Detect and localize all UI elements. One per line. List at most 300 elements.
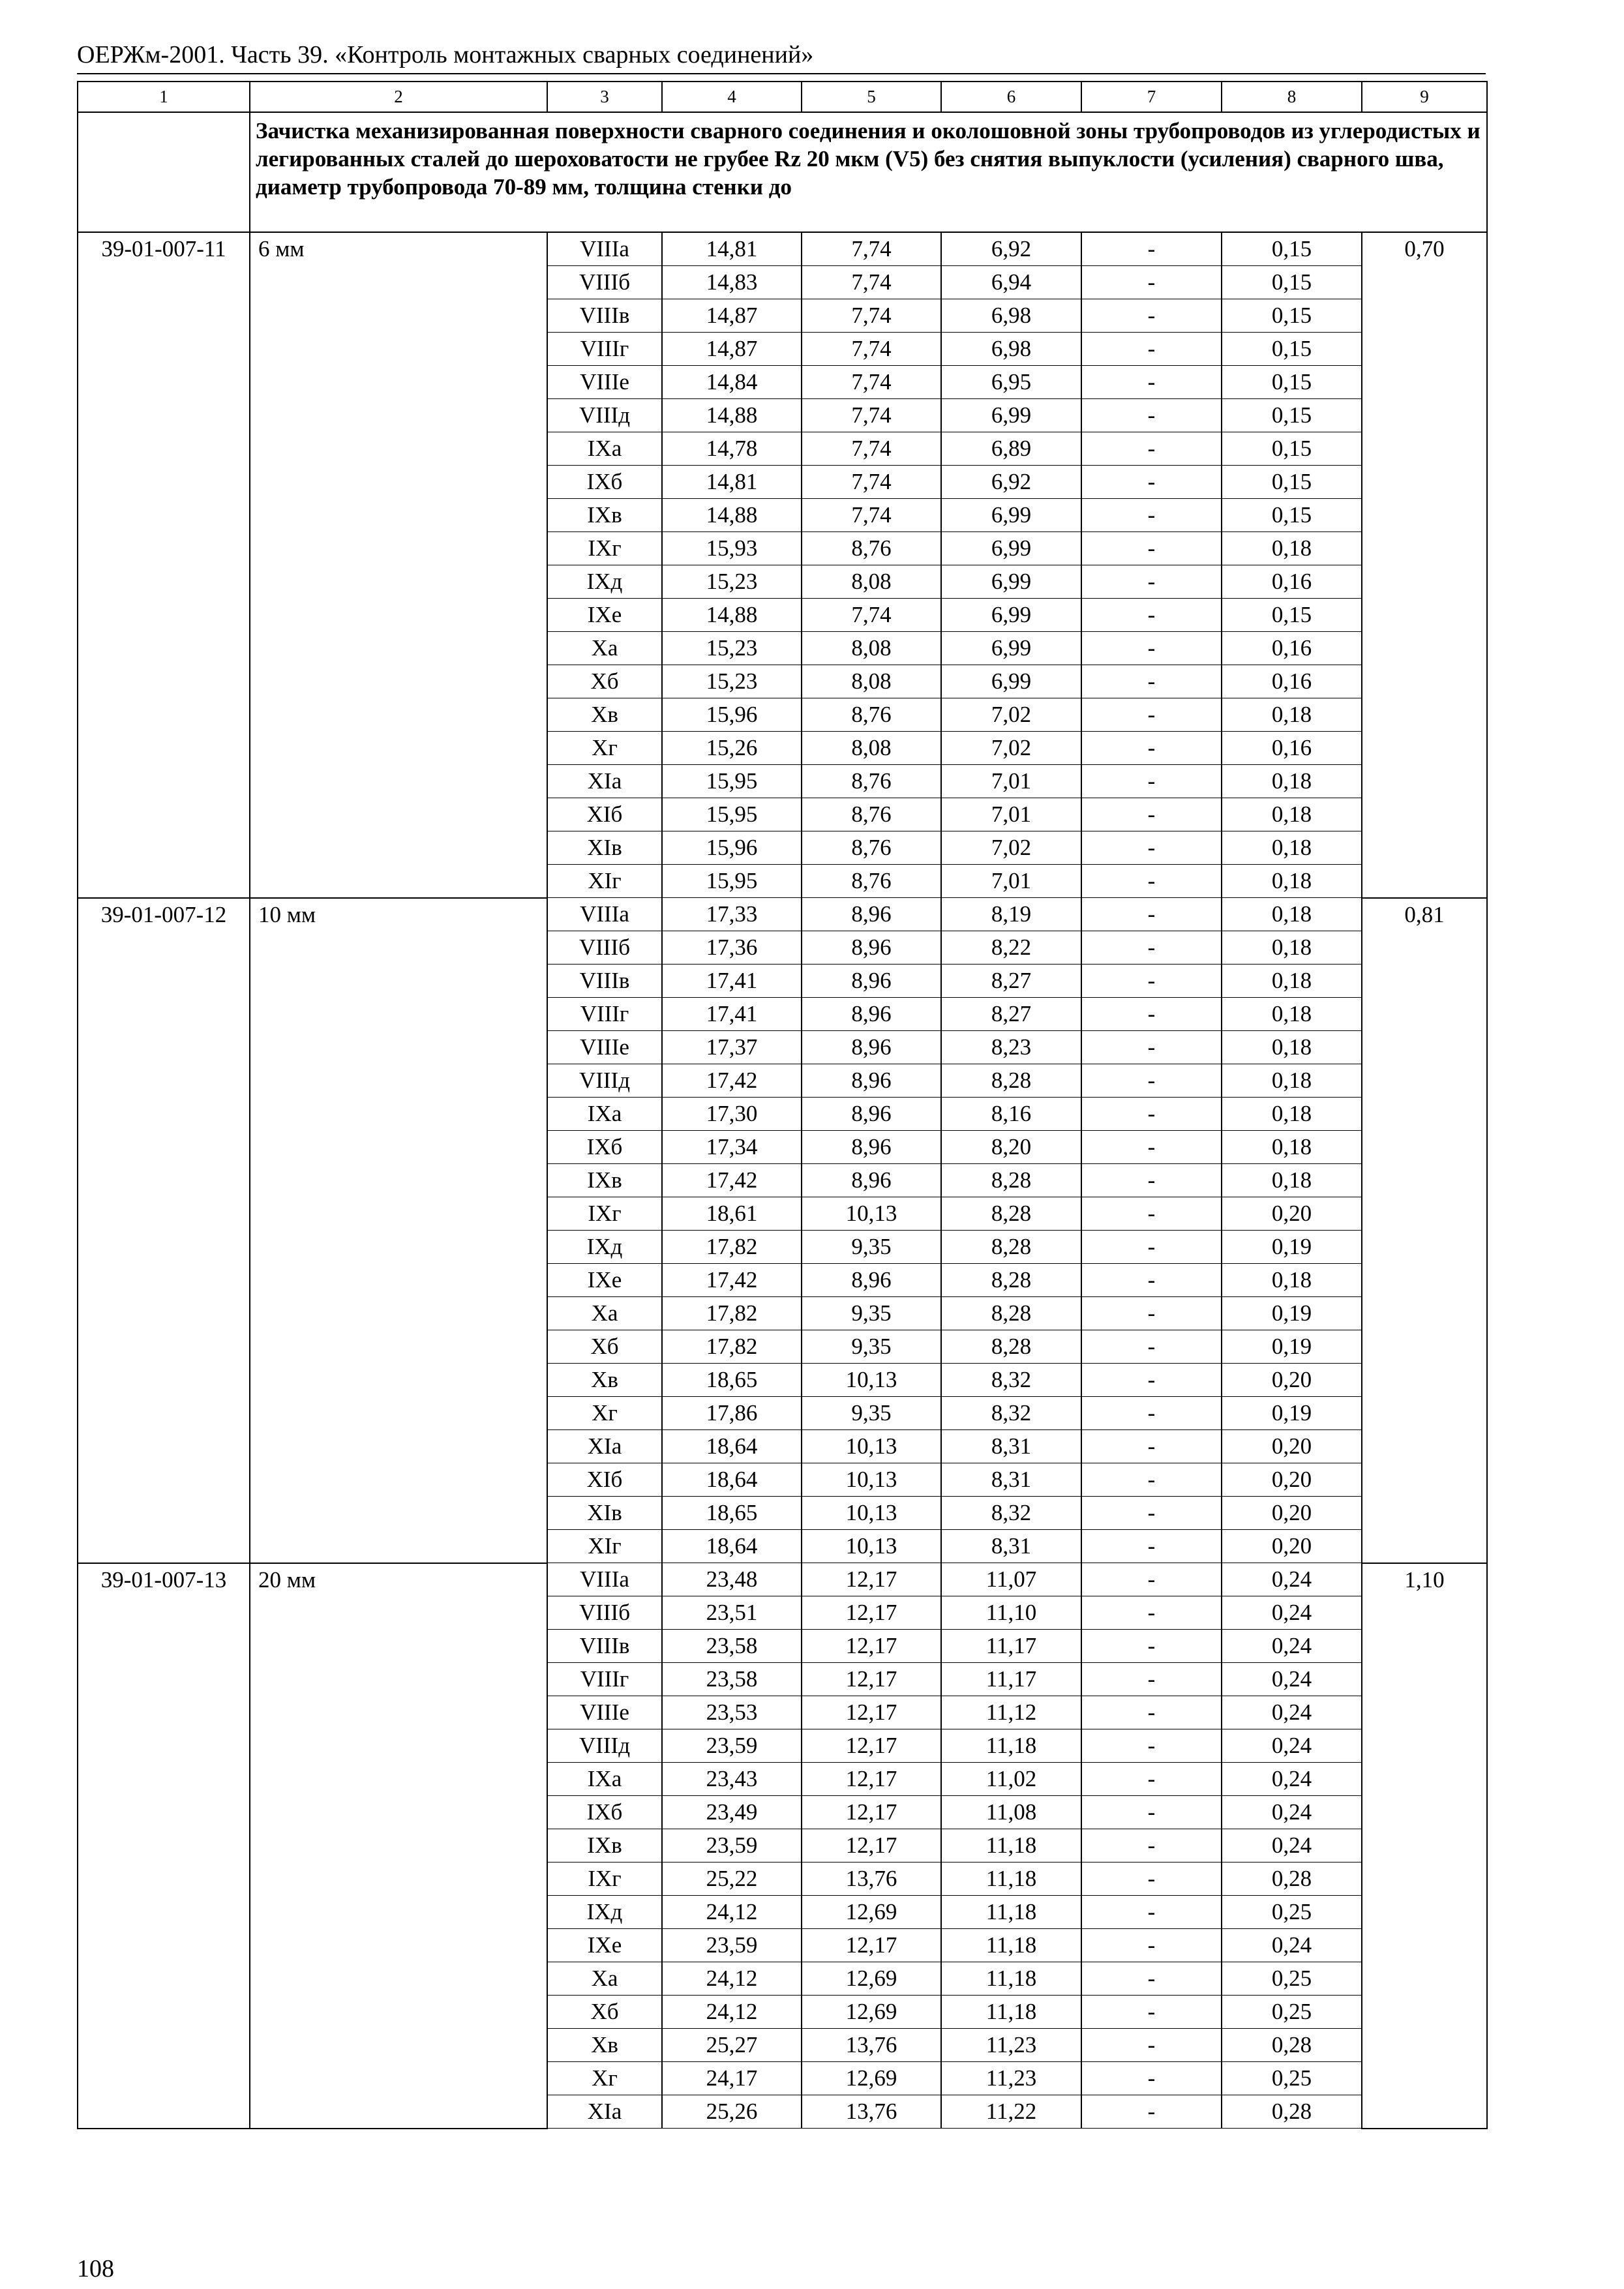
table-cell: 7,74 [802,466,941,499]
table-cell: 15,95 [662,798,802,831]
table-cell: 11,12 [941,1696,1081,1729]
table-cell: 23,51 [662,1596,802,1630]
table-cell: VIIIд [547,399,662,432]
table-cell: 7,01 [941,798,1081,831]
table-cell: 14,88 [662,599,802,632]
table-cell: - [1081,865,1222,898]
table-cell: Xа [547,1297,662,1330]
table-cell: 7,02 [941,831,1081,865]
table-cell: - [1081,599,1222,632]
table-cell: 8,28 [941,1330,1081,1364]
table-cell: 0,18 [1222,698,1362,732]
table-cell: 7,74 [802,333,941,366]
table-cell: 12,69 [802,1962,941,1996]
table-cell: 11,18 [941,1863,1081,1896]
table-cell: 7,74 [802,266,941,299]
table-cell: VIIIа [547,232,662,266]
table-cell: IXд [547,1896,662,1929]
section-description-row [78,112,1487,232]
table-cell: XIб [547,798,662,831]
table-cell: VIIIг [547,998,662,1031]
table-cell: XIб [547,1463,662,1497]
table-cell: 18,65 [662,1497,802,1530]
table-cell: 0,18 [1222,1031,1362,1064]
table-cell: 8,16 [941,1098,1081,1131]
table-cell: 11,18 [941,1962,1081,1996]
table-cell: 23,59 [662,1729,802,1763]
table-cell: IXа [547,432,662,466]
table-cell: 11,18 [941,1929,1081,1962]
column-number-cell: 8 [1222,82,1362,112]
table-cell: 0,20 [1222,1197,1362,1231]
table-cell: 7,74 [802,366,941,399]
table-cell: XIв [547,831,662,865]
table-cell: - [1081,1896,1222,1929]
table-cell: 0,19 [1222,1231,1362,1264]
table-cell: - [1081,2062,1222,2095]
table-cell: IXа [547,1098,662,1131]
table-cell: 12,69 [802,2062,941,2095]
table-cell: 11,18 [941,1829,1081,1863]
table-row [78,232,1487,266]
table-cell: 6,92 [941,232,1081,266]
table-cell: 8,76 [802,532,941,565]
table-cell: - [1081,1098,1222,1131]
table-cell: - [1081,998,1222,1031]
rate-code: 39-01-007-12 [78,898,250,1563]
table-cell: 15,96 [662,831,802,865]
table-cell: 23,58 [662,1630,802,1663]
table-cell: - [1081,1064,1222,1098]
table-cell: 6,95 [941,366,1081,399]
table-cell: 8,96 [802,998,941,1031]
table-cell: 0,28 [1222,2029,1362,2062]
table-cell: 0,18 [1222,765,1362,798]
table-cell: - [1081,1031,1222,1064]
table-cell: 8,27 [941,965,1081,998]
table-cell: IXв [547,1829,662,1863]
page-header-title: ОЕРЖм-2001. Часть 39. «Контроль монтажных сварных соединений» [77,41,814,68]
table-cell: 8,76 [802,765,941,798]
table-cell: 0,15 [1222,366,1362,399]
table-cell: 7,74 [802,399,941,432]
table-cell: IXв [547,499,662,532]
table-cell: 6,99 [941,532,1081,565]
table-cell: 8,20 [941,1131,1081,1164]
table-cell: 13,76 [802,1863,941,1896]
table-cell: 9,35 [802,1297,941,1330]
table-cell: 15,95 [662,865,802,898]
table-cell: 0,20 [1222,1463,1362,1497]
header-rule [77,73,1486,74]
table-cell: 7,74 [802,299,941,333]
table-cell: 0,15 [1222,599,1362,632]
table-cell: 18,64 [662,1430,802,1463]
table-cell: 0,18 [1222,1264,1362,1297]
table-cell: - [1081,765,1222,798]
table-cell: - [1081,1763,1222,1796]
table-cell: 8,31 [941,1530,1081,1563]
wall-thickness: 10 мм [250,898,547,1563]
table-cell: IXе [547,599,662,632]
table-cell: - [1081,1530,1222,1563]
table-cell: VIIIв [547,1630,662,1663]
table-cell: 17,42 [662,1164,802,1197]
table-cell: 12,17 [802,1829,941,1863]
table-cell: 8,23 [941,1031,1081,1064]
table-cell: - [1081,1264,1222,1297]
table-cell: 18,65 [662,1364,802,1397]
table-cell: 0,19 [1222,1330,1362,1364]
table-cell: 0,18 [1222,931,1362,965]
table-cell: 17,34 [662,1131,802,1164]
table-cell: - [1081,1996,1222,2029]
table-cell: 8,76 [802,865,941,898]
table-cell: 0,18 [1222,1164,1362,1197]
table-cell: - [1081,1663,1222,1696]
column-9-value: 0,70 [1362,232,1487,898]
table-cell: XIг [547,865,662,898]
table-cell: 17,82 [662,1231,802,1264]
table-cell: 0,24 [1222,1763,1362,1796]
table-cell: - [1081,1463,1222,1497]
rate-code: 39-01-007-11 [78,232,250,898]
table-cell: 8,96 [802,1064,941,1098]
wall-thickness: 20 мм [250,1563,547,2129]
table-cell: 24,12 [662,1962,802,1996]
table-cell: 25,22 [662,1863,802,1896]
table-cell: 8,08 [802,665,941,698]
page-number: 108 [77,2255,114,2282]
table-cell: - [1081,732,1222,765]
table-cell: 7,74 [802,599,941,632]
table-cell: 8,96 [802,1164,941,1197]
table-cell: 8,96 [802,898,941,931]
table-cell: 11,18 [941,1996,1081,2029]
table-cell: 23,59 [662,1829,802,1863]
table-cell: 15,26 [662,732,802,765]
table-cell: 0,15 [1222,499,1362,532]
table-cell: 0,28 [1222,2095,1362,2129]
table-cell: 18,64 [662,1463,802,1497]
table-cell: 15,93 [662,532,802,565]
table-cell: 23,53 [662,1696,802,1729]
table-cell: - [1081,1231,1222,1264]
table-cell: - [1081,965,1222,998]
table-cell: 11,18 [941,1729,1081,1763]
table-cell: 0,18 [1222,1064,1362,1098]
column-9-value: 1,10 [1362,1563,1487,2129]
table-cell: Xб [547,665,662,698]
table-cell: XIв [547,1497,662,1530]
column-number-cell: 5 [802,82,941,112]
table-cell: 12,17 [802,1596,941,1630]
table-cell: - [1081,1497,1222,1530]
table-cell: 0,16 [1222,732,1362,765]
table-cell: XIг [547,1530,662,1563]
table-cell: 8,31 [941,1430,1081,1463]
table-cell: - [1081,499,1222,532]
table-cell: - [1081,2029,1222,2062]
table-cell: 8,96 [802,965,941,998]
empty-cell [78,112,250,232]
table-cell: 6,99 [941,499,1081,532]
table-cell: 12,17 [802,1763,941,1796]
table-cell: IXа [547,1763,662,1796]
table-cell: XIа [547,1430,662,1463]
table-cell: VIIIа [547,898,662,931]
table-cell: 23,58 [662,1663,802,1696]
table-cell: 11,10 [941,1596,1081,1630]
table-cell: 14,84 [662,366,802,399]
table-cell: - [1081,466,1222,499]
table-cell: 0,24 [1222,1929,1362,1962]
table-cell: - [1081,831,1222,865]
table-cell: 17,42 [662,1264,802,1297]
table-cell: 8,08 [802,632,941,665]
table-cell: VIIIг [547,333,662,366]
table-cell: VIIIв [547,299,662,333]
table-cell: 0,24 [1222,1563,1362,1596]
table-cell: 17,82 [662,1297,802,1330]
table-cell: IXб [547,1796,662,1829]
table-cell: Xб [547,1996,662,2029]
table-cell: 11,17 [941,1663,1081,1696]
table-cell: 6,99 [941,565,1081,599]
table-cell: 23,43 [662,1763,802,1796]
table-cell: IXе [547,1264,662,1297]
table-cell: 24,12 [662,1996,802,2029]
table-cell: 8,28 [941,1164,1081,1197]
table-cell: 6,99 [941,665,1081,698]
table-cell: 0,18 [1222,1131,1362,1164]
table-cell: VIIIе [547,1696,662,1729]
table-cell: - [1081,1131,1222,1164]
table-cell: 0,24 [1222,1596,1362,1630]
table-cell: 12,17 [802,1929,941,1962]
table-cell: 0,25 [1222,1962,1362,1996]
table-cell: - [1081,898,1222,931]
table-cell: 0,19 [1222,1297,1362,1330]
table-cell: - [1081,1796,1222,1829]
table-cell: 0,25 [1222,1996,1362,2029]
table-cell: 14,88 [662,499,802,532]
table-cell: 11,18 [941,1896,1081,1929]
table-cell: Xг [547,1397,662,1430]
table-cell: IXе [547,1929,662,1962]
table-cell: 11,08 [941,1796,1081,1829]
table-cell: 17,86 [662,1397,802,1430]
table-cell: - [1081,266,1222,299]
table-cell: 8,32 [941,1397,1081,1430]
table-cell: Xв [547,1364,662,1397]
table-cell: 9,35 [802,1330,941,1364]
table-cell: 0,25 [1222,1896,1362,1929]
table-cell: - [1081,432,1222,466]
column-number-cell: 3 [547,82,662,112]
rates-table [77,81,1488,2129]
table-cell: XIа [547,765,662,798]
rate-code: 39-01-007-13 [78,1563,250,2129]
table-cell: VIIIе [547,1031,662,1064]
section-description: Зачистка механизированная поверхности сварного соединения и околошовной зоны трубопроводов из углеродистых и легированных сталей до шероховатости не грубее Rz 20 мкм (V5) без снятия выпуклости (усиления) сварного шва, диаметр трубопровода 70-89 мм, толщина стенки до [250,112,1487,232]
table-cell: 0,18 [1222,1098,1362,1131]
column-number-cell: 6 [941,82,1081,112]
table-cell: 0,18 [1222,865,1362,898]
table-cell: 25,27 [662,2029,802,2062]
table-cell: VIIIв [547,965,662,998]
table-cell: 17,36 [662,931,802,965]
table-cell: IXб [547,1131,662,1164]
table-cell: Xв [547,2029,662,2062]
table-cell: 0,18 [1222,532,1362,565]
table-cell: - [1081,565,1222,599]
table-cell: - [1081,632,1222,665]
table-cell: VIIIа [547,1563,662,1596]
column-number-cell: 2 [250,82,547,112]
table-cell: 17,33 [662,898,802,931]
table-cell: 6,94 [941,266,1081,299]
table-cell: 6,89 [941,432,1081,466]
table-cell: 0,15 [1222,232,1362,266]
table-cell: 12,17 [802,1663,941,1696]
table-cell: - [1081,1596,1222,1630]
table-cell: 0,18 [1222,965,1362,998]
table-cell: 14,88 [662,399,802,432]
table-cell: 15,23 [662,632,802,665]
table-cell: 23,49 [662,1796,802,1829]
column-9-value: 0,81 [1362,898,1487,1563]
table-cell: 14,81 [662,466,802,499]
table-cell: 12,69 [802,1896,941,1929]
table-cell: VIIIд [547,1064,662,1098]
table-cell: 6,98 [941,333,1081,366]
table-cell: Xа [547,1962,662,1996]
table-cell: VIIIб [547,1596,662,1630]
table-cell: VIIIг [547,1663,662,1696]
table-cell: 14,81 [662,232,802,266]
table-cell: 15,96 [662,698,802,732]
table-cell: VIIIе [547,366,662,399]
table-cell: 0,15 [1222,399,1362,432]
table-cell: - [1081,1929,1222,1962]
table-cell: 7,02 [941,698,1081,732]
table-cell: - [1081,1430,1222,1463]
table-cell: 7,74 [802,432,941,466]
column-number-cell: 4 [662,82,802,112]
table-cell: 9,35 [802,1397,941,1430]
table-cell: Xг [547,2062,662,2095]
table-cell: - [1081,798,1222,831]
table-cell: 7,02 [941,732,1081,765]
table-cell: 12,17 [802,1796,941,1829]
table-cell: 0,20 [1222,1430,1362,1463]
table-cell: 8,96 [802,1098,941,1131]
table-cell: 8,76 [802,831,941,865]
table-cell: - [1081,399,1222,432]
table-cell: IXд [547,565,662,599]
table-cell: VIIIб [547,266,662,299]
table-cell: IXг [547,1863,662,1896]
table-cell: VIIIб [547,931,662,965]
table-cell: IXг [547,532,662,565]
table-cell: 13,76 [802,2029,941,2062]
table-cell: 13,76 [802,2095,941,2129]
table-row [78,1563,1487,1596]
column-number-cell: 1 [78,82,250,112]
table-cell: 25,26 [662,2095,802,2129]
table-cell: 8,22 [941,931,1081,965]
table-cell: 0,16 [1222,565,1362,599]
table-cell: - [1081,1364,1222,1397]
table-cell: 8,28 [941,1197,1081,1231]
table-cell: - [1081,1164,1222,1197]
table-cell: 14,78 [662,432,802,466]
table-cell: - [1081,1630,1222,1663]
table-cell: - [1081,1297,1222,1330]
table-cell: 11,07 [941,1563,1081,1596]
table-cell: 18,64 [662,1530,802,1563]
table-cell: 17,82 [662,1330,802,1364]
table-cell: 8,32 [941,1364,1081,1397]
table-cell: - [1081,1696,1222,1729]
table-cell: 11,23 [941,2029,1081,2062]
table-cell: 11,23 [941,2062,1081,2095]
table-cell: - [1081,1962,1222,1996]
table-cell: - [1081,1563,1222,1596]
table-row [78,898,1487,931]
table-cell: IXб [547,466,662,499]
table-cell: 11,02 [941,1763,1081,1796]
table-cell: 8,08 [802,732,941,765]
table-cell: 6,99 [941,399,1081,432]
table-cell: 8,32 [941,1497,1081,1530]
table-cell: 12,69 [802,1996,941,2029]
table-cell: 0,24 [1222,1729,1362,1763]
column-number-row [78,82,1487,112]
table-cell: 17,42 [662,1064,802,1098]
table-cell: 9,35 [802,1231,941,1264]
table-cell: 8,96 [802,1264,941,1297]
table-cell: 10,13 [802,1530,941,1563]
table-cell: 12,17 [802,1696,941,1729]
table-cell: Xа [547,632,662,665]
table-cell: Xб [547,1330,662,1364]
table-cell: - [1081,232,1222,266]
table-cell: 8,76 [802,798,941,831]
table-cell: 0,20 [1222,1497,1362,1530]
table-cell: 17,41 [662,998,802,1031]
table-cell: 0,24 [1222,1696,1362,1729]
table-cell: 0,19 [1222,1397,1362,1430]
wall-thickness: 6 мм [250,232,547,898]
column-number-cell: 7 [1081,82,1222,112]
table-cell: 0,18 [1222,898,1362,931]
table-cell: Xг [547,732,662,765]
table-cell: 15,23 [662,665,802,698]
table-cell: 0,24 [1222,1630,1362,1663]
table-cell: 23,59 [662,1929,802,1962]
table-cell: - [1081,665,1222,698]
table-cell: 12,17 [802,1563,941,1596]
table-cell: - [1081,532,1222,565]
table-cell: IXд [547,1231,662,1264]
table-cell: - [1081,931,1222,965]
column-number-cell: 9 [1362,82,1487,112]
table-cell: 11,22 [941,2095,1081,2129]
table-cell: 8,28 [941,1297,1081,1330]
table-cell: - [1081,366,1222,399]
